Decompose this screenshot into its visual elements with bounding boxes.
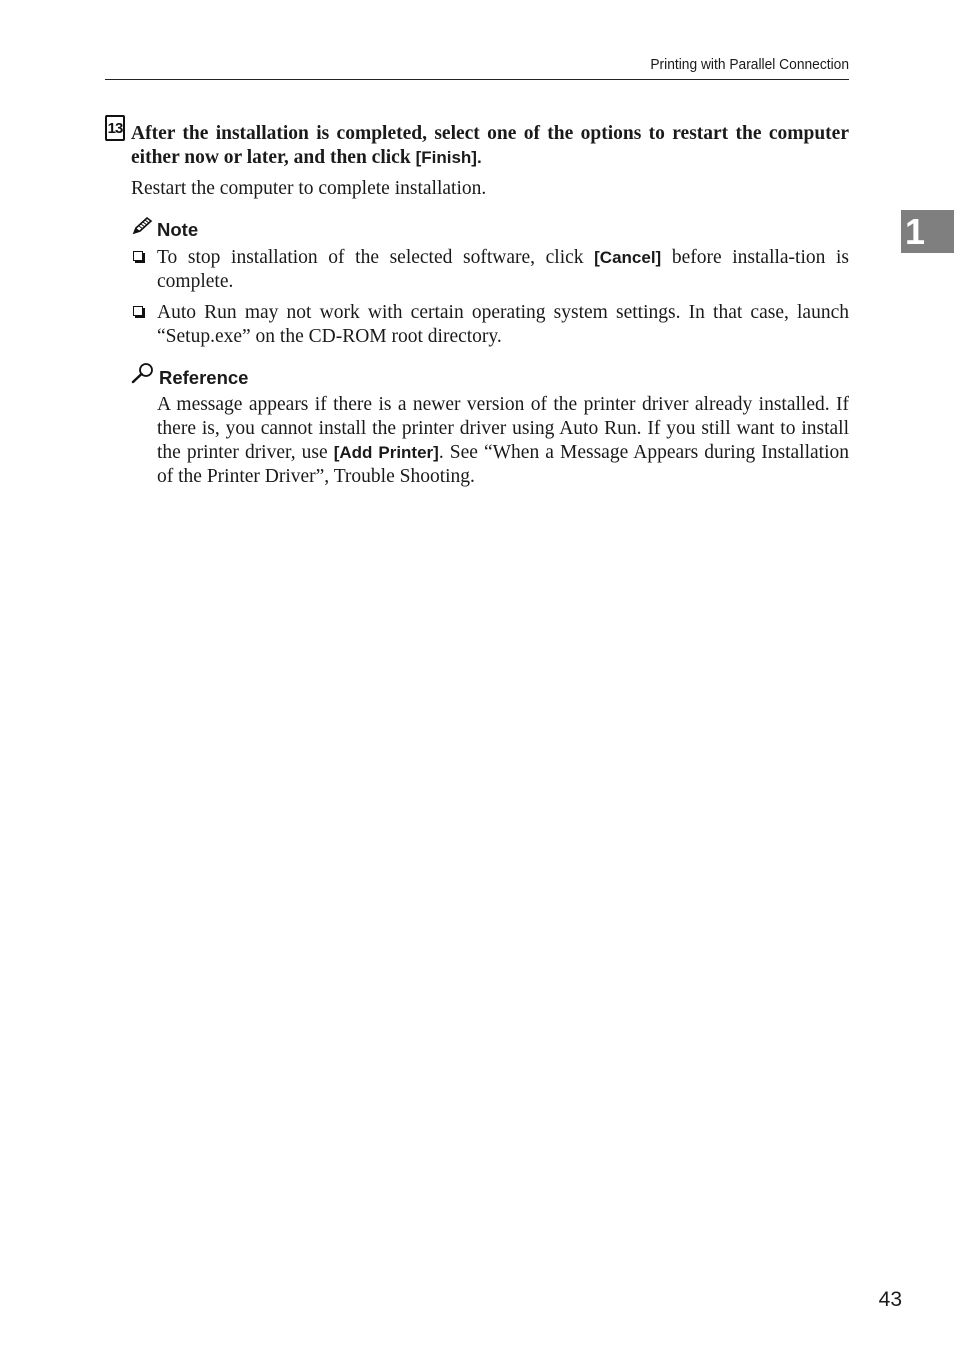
chapter-tab: 1 xyxy=(901,210,954,253)
header-rule xyxy=(105,79,849,80)
step-body-text: Restart the computer to complete installation. xyxy=(131,178,487,199)
note-title: Note xyxy=(157,219,199,240)
reference-heading xyxy=(131,362,248,389)
step-number-badge: 13 xyxy=(105,115,125,141)
magnifier-icon xyxy=(131,362,155,389)
finish-button-label: [Finish] xyxy=(415,148,477,167)
step-text-part-1: After the installation is completed, select one of the options to restart the computer either now or later, and then click xyxy=(131,123,849,168)
step-instruction xyxy=(131,122,849,170)
note-item: To stop installation of the selected software, click [Cancel] before installa-tion is complete. xyxy=(131,246,849,294)
cancel-button-label: [Cancel] xyxy=(594,248,662,267)
step-text-part-2: . xyxy=(476,148,482,167)
page-number: 43 xyxy=(878,1288,902,1311)
pencil-icon xyxy=(131,216,153,241)
running-header: Printing with Parallel Connection xyxy=(650,56,849,73)
note-item: Auto Run may not work with certain operating system settings. In that case, launch “Setup.exe” on the CD-ROM root directory. xyxy=(131,301,849,349)
reference-body: A message appears if there is a newer version of the printer driver already installed. If there is, you cannot install the printer driver using Auto Run. If you still want to install the printer driver, use [Add Printer]. See “When a Message Appears during Installation of the Printer Driver”, Trouble Shooting. xyxy=(157,394,849,487)
add-printer-button-label: [Add Printer] xyxy=(333,443,439,462)
checkbox-bullet-icon xyxy=(133,306,143,316)
reference-title: Reference xyxy=(159,367,249,388)
checkbox-bullet-icon xyxy=(133,251,143,261)
note-heading xyxy=(131,216,198,241)
